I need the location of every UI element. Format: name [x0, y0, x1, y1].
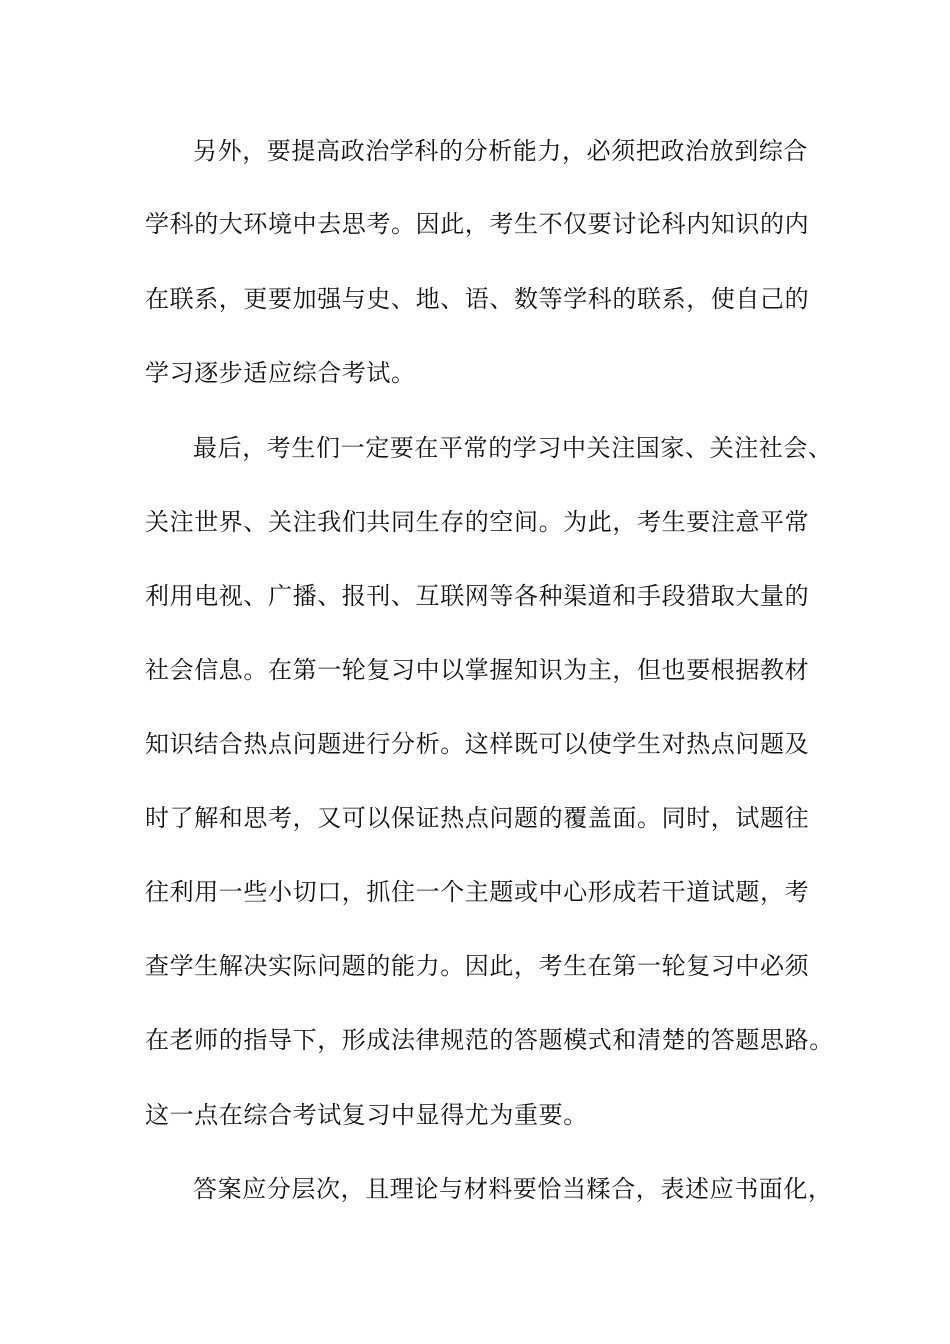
paragraph-2-line-1: 最后，考生们一定要在平常的学习中关注国家、关注社会、 — [193, 434, 833, 462]
paragraph-2-line-8: 查学生解决实际问题的能力。因此，考生在第一轮复习中必须 — [145, 952, 810, 980]
paragraph-1-line-1: 另外，要提高政治学科的分析能力，必须把政治放到综合 — [193, 137, 808, 165]
paragraph-2-line-2: 关注世界、关注我们共同生存的空间。为此，考生要注意平常 — [145, 508, 810, 536]
paragraph-2-line-9: 在老师的指导下，形成法律规范的答题模式和清楚的答题思路。 — [145, 1026, 834, 1054]
paragraph-1-line-3: 在联系，更要加强与史、地、语、数等学科的联系，使自己的 — [145, 285, 810, 313]
paragraph-2-line-4: 社会信息。在第一轮复习中以掌握知识为主，但也要根据教材 — [145, 656, 810, 684]
paragraph-1-line-2: 学科的大环境中去思考。因此，考生不仅要讨论科内知识的内 — [145, 210, 810, 238]
paragraph-2-line-7: 往利用一些小切口，抓住一个主题或中心形成若干道试题，考 — [145, 878, 810, 906]
paragraph-2-line-10: 这一点在综合考试复习中显得尤为重要。 — [145, 1101, 588, 1129]
paragraph-3-line-1: 答案应分层次，且理论与材料要恰当糅合，表述应书面化， — [193, 1175, 833, 1203]
paragraph-1-line-4: 学习逐步适应综合考试。 — [145, 359, 416, 387]
paragraph-2-line-6: 时了解和思考，又可以保证热点问题的覆盖面。同时，试题往 — [145, 804, 810, 832]
paragraph-2-line-5: 知识结合热点问题进行分析。这样既可以使学生对热点问题及 — [145, 730, 810, 758]
paragraph-2-line-3: 利用电视、广播、报刊、互联网等各种渠道和手段猎取大量的 — [145, 582, 810, 610]
